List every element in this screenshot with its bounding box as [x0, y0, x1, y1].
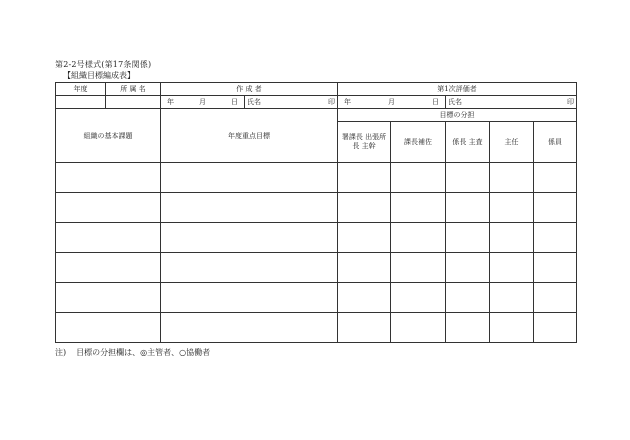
assign-director-cell[interactable]	[338, 193, 391, 223]
department-header: 所 属 名	[106, 83, 161, 96]
form-number: 第2-2号様式(第17条関係)	[55, 60, 152, 69]
evaluator-name-label: 氏名	[448, 98, 463, 106]
assign-chief-cell[interactable]	[446, 313, 490, 343]
role-staff-header: 係員	[534, 122, 577, 163]
footnote-text: 目標の分担欄は、◎主管者、○協働者	[76, 348, 211, 357]
basic-issue-cell[interactable]	[56, 313, 161, 343]
role-lead-header: 主任	[490, 122, 534, 163]
priority-goal-cell[interactable]	[161, 313, 338, 343]
assign-lead-cell[interactable]	[490, 253, 534, 283]
author-month-char: 月	[199, 98, 206, 106]
assignment-header: 目標の分担	[338, 109, 577, 122]
role-director-header: 署課長 出張所長 主幹	[338, 122, 391, 163]
assign-chief-cell[interactable]	[446, 163, 490, 193]
basic-issue-cell[interactable]	[56, 283, 161, 313]
footnote	[55, 347, 210, 358]
assign-lead-cell[interactable]	[490, 193, 534, 223]
assign-staff-cell[interactable]	[534, 313, 577, 343]
priority-goal-cell[interactable]	[161, 253, 338, 283]
year-header: 年度	[56, 83, 106, 96]
assign-deputy-cell[interactable]	[391, 253, 446, 283]
evaluator-name-field[interactable]	[446, 96, 577, 109]
priority-goal-cell[interactable]	[161, 193, 338, 223]
assign-deputy-cell[interactable]	[391, 223, 446, 253]
assign-lead-cell[interactable]	[490, 313, 534, 343]
assign-chief-cell[interactable]	[446, 283, 490, 313]
table-row	[56, 163, 577, 193]
assign-deputy-cell[interactable]	[391, 163, 446, 193]
assign-chief-cell[interactable]	[446, 193, 490, 223]
assign-staff-cell[interactable]	[534, 223, 577, 253]
priority-goal-cell[interactable]	[161, 283, 338, 313]
basic-issue-cell[interactable]	[56, 163, 161, 193]
assign-chief-cell[interactable]	[446, 223, 490, 253]
evaluator-header: 第1次評価者	[338, 83, 577, 96]
table-row	[56, 253, 577, 283]
assign-staff-cell[interactable]	[534, 163, 577, 193]
author-year-char: 年	[167, 98, 174, 106]
table-row	[56, 313, 577, 343]
form-title: 【組織目標編成表】	[63, 71, 135, 80]
department-input[interactable]	[106, 96, 161, 109]
table-row	[56, 193, 577, 223]
year-input[interactable]	[56, 96, 106, 109]
evaluator-seal-label: 印	[567, 98, 575, 106]
basic-issues-header: 組織の基本課題	[56, 109, 161, 163]
basic-issue-cell[interactable]	[56, 223, 161, 253]
author-seal-label: 印	[328, 98, 336, 106]
assign-director-cell[interactable]	[338, 283, 391, 313]
table-row	[56, 283, 577, 313]
assign-director-cell[interactable]	[338, 223, 391, 253]
author-name-label: 氏名	[247, 98, 261, 106]
assign-director-cell[interactable]	[338, 253, 391, 283]
footnote-label: 注)	[55, 348, 67, 357]
assign-staff-cell[interactable]	[534, 193, 577, 223]
priority-goal-cell[interactable]	[161, 163, 338, 193]
assign-staff-cell[interactable]	[534, 283, 577, 313]
assign-lead-cell[interactable]	[490, 223, 534, 253]
assign-director-cell[interactable]	[338, 313, 391, 343]
basic-issue-cell[interactable]	[56, 193, 161, 223]
author-header: 作 成 者	[161, 83, 338, 96]
priority-goals-header: 年度重点目標	[161, 109, 338, 163]
author-name-field[interactable]	[245, 96, 338, 109]
assign-chief-cell[interactable]	[446, 253, 490, 283]
basic-issue-cell[interactable]	[56, 253, 161, 283]
assign-director-cell[interactable]	[338, 163, 391, 193]
role-chief-header: 係長 主査	[446, 122, 490, 163]
goal-table	[55, 82, 577, 343]
evaluator-month-char: 月	[388, 98, 396, 106]
evaluator-day-char: 日	[432, 98, 440, 106]
assign-staff-cell[interactable]	[534, 253, 577, 283]
assign-deputy-cell[interactable]	[391, 313, 446, 343]
author-date-field[interactable]	[161, 96, 245, 109]
author-day-char: 日	[231, 98, 238, 106]
table-row	[56, 223, 577, 253]
assign-lead-cell[interactable]	[490, 163, 534, 193]
priority-goal-cell[interactable]	[161, 223, 338, 253]
evaluator-year-char: 年	[344, 98, 352, 106]
evaluator-date-field[interactable]	[338, 96, 446, 109]
assign-lead-cell[interactable]	[490, 283, 534, 313]
assign-deputy-cell[interactable]	[391, 283, 446, 313]
assign-deputy-cell[interactable]	[391, 193, 446, 223]
role-deputy-header: 課長補佐	[391, 122, 446, 163]
